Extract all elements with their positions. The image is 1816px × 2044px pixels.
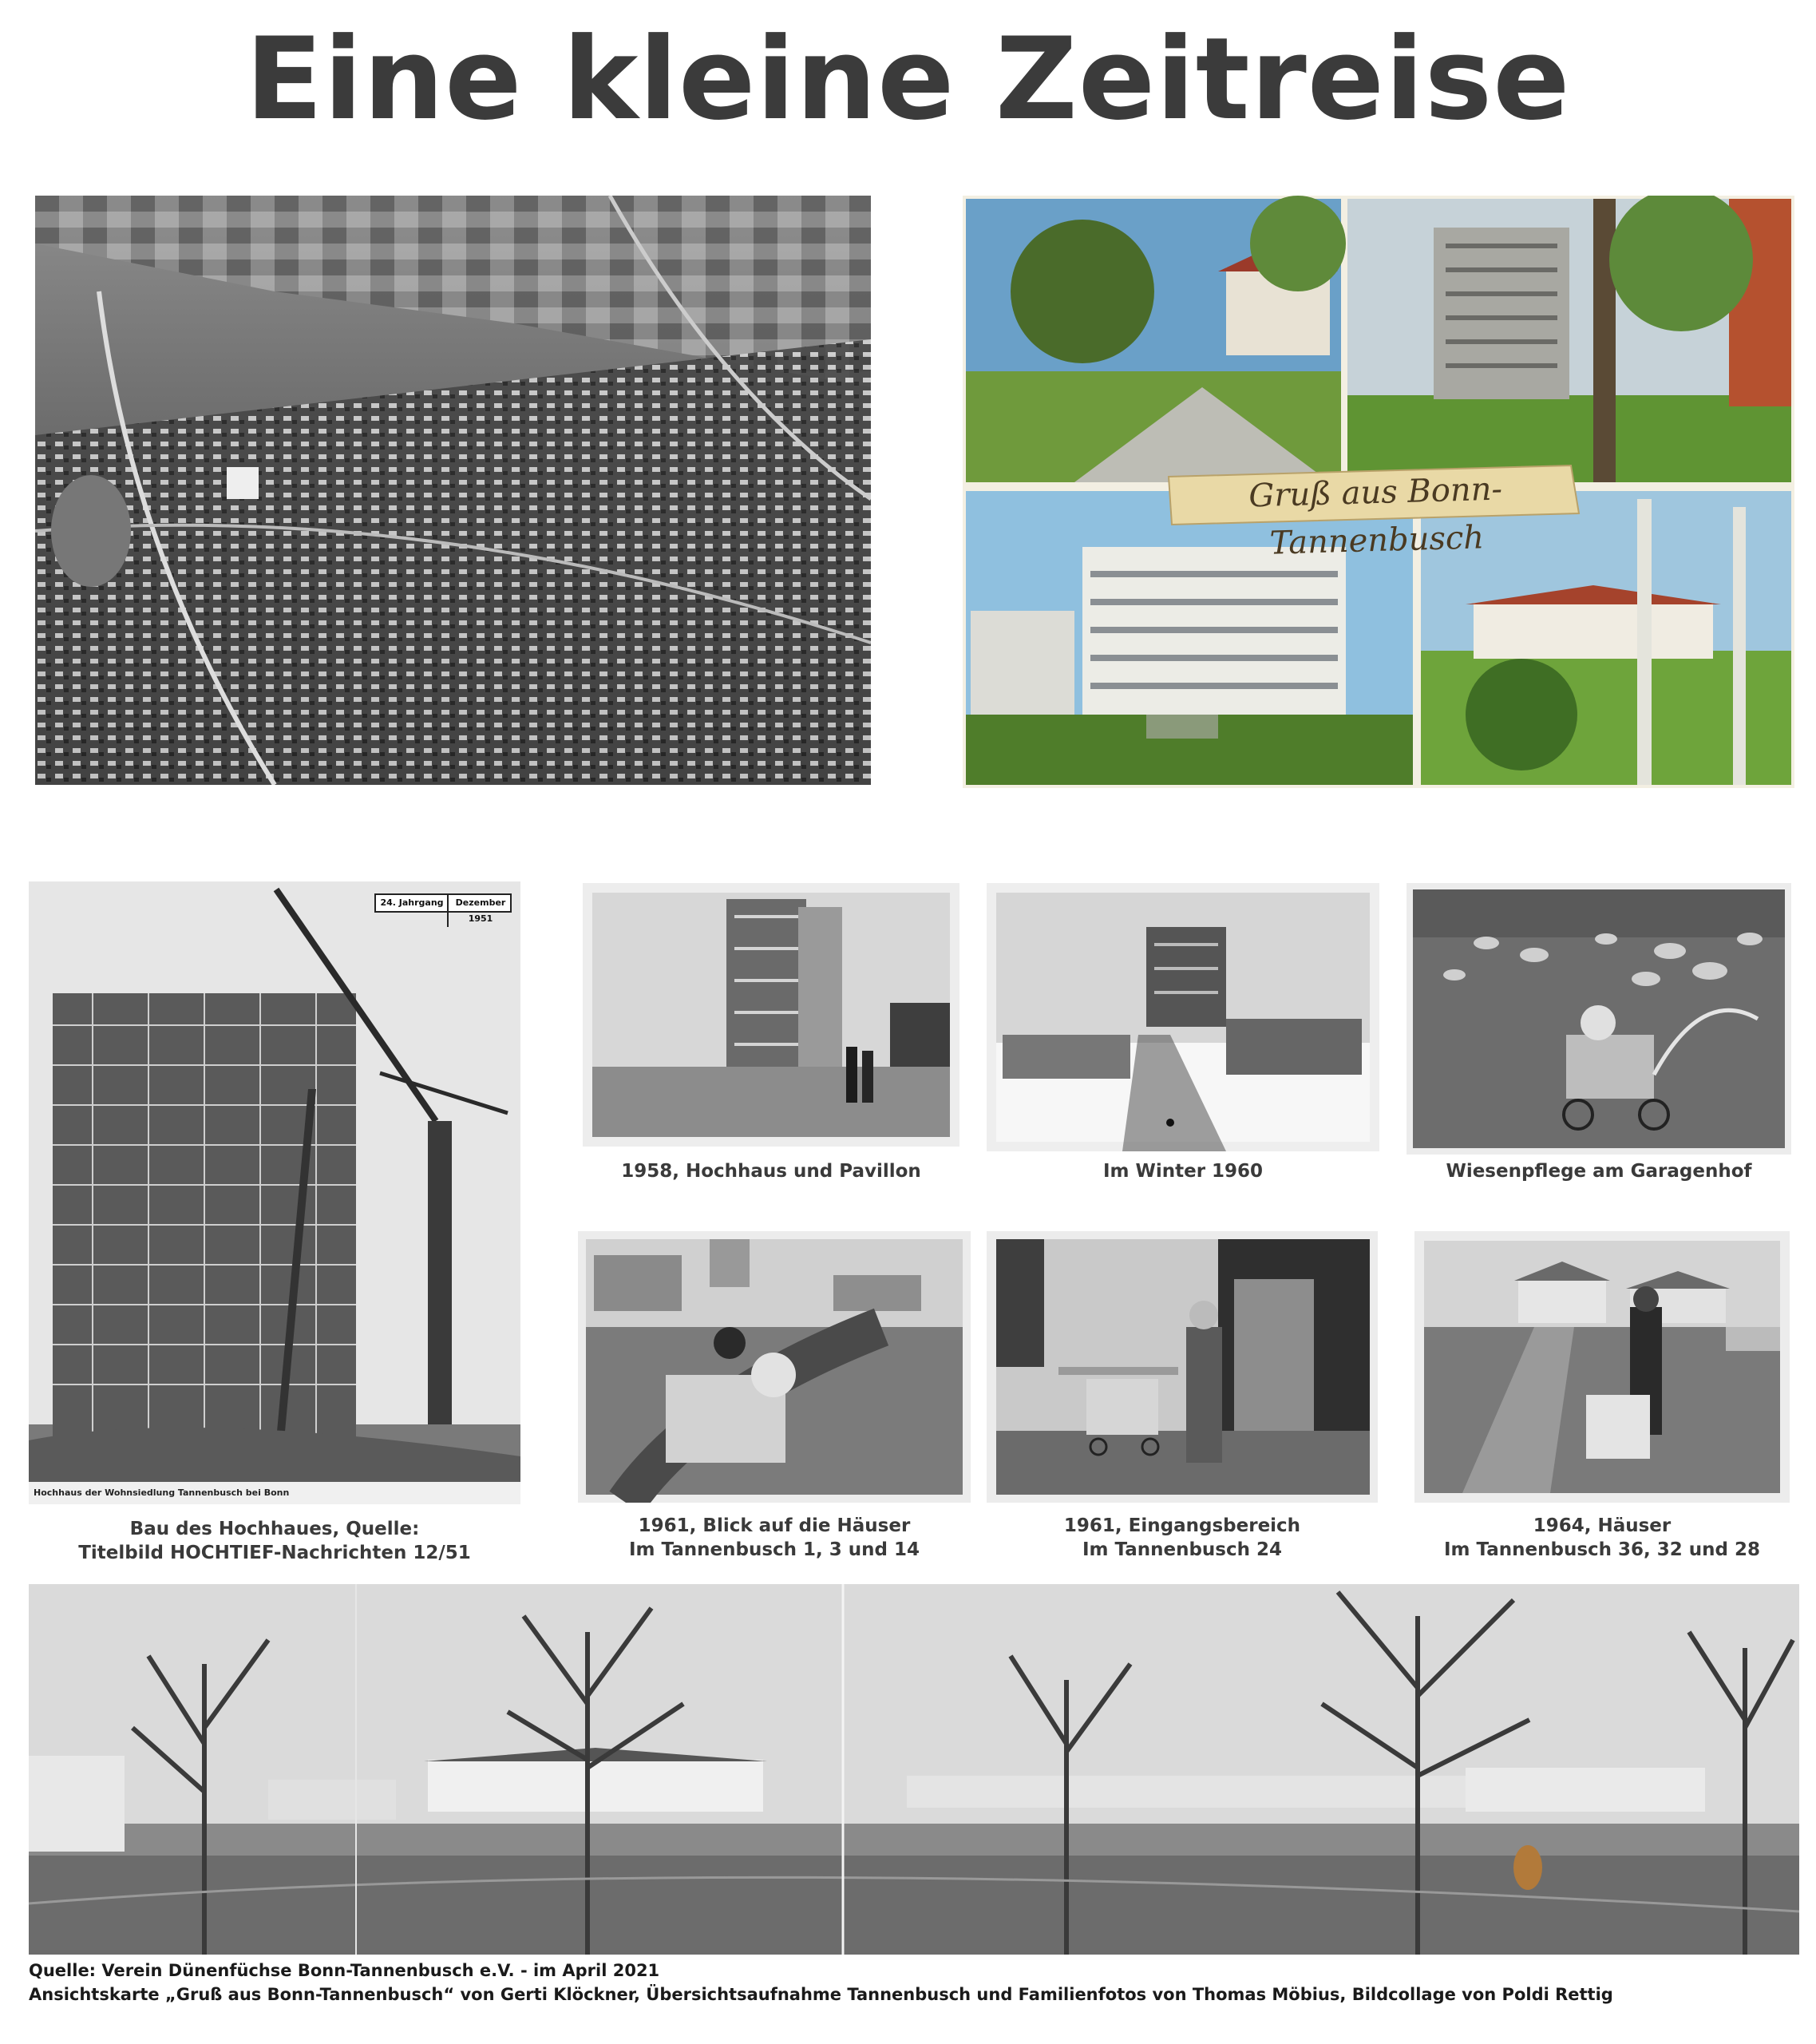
caption-wiesenpflege <box>1407 1159 1791 1183</box>
caption-1961-eingang <box>987 1514 1378 1562</box>
photo-1961-eingang <box>987 1231 1378 1503</box>
magazine-issue: 24. Jahrgang <box>380 897 444 908</box>
caption-line: 1961, Eingangsbereich <box>1063 1515 1301 1536</box>
hochhaus-construction-photo <box>29 881 520 1504</box>
caption-line: 1958, Hochhaus und Pavillon <box>621 1161 921 1182</box>
photo-wiesenpflege <box>1407 883 1791 1155</box>
caption-1958 <box>583 1159 959 1183</box>
caption-line: 1964, Häuser <box>1533 1515 1672 1536</box>
photo-1958-hochhaus <box>583 883 959 1147</box>
caption-winter <box>987 1159 1379 1183</box>
magazine-date: Dezember 1951 <box>447 895 512 927</box>
caption-line: Titelbild HOCHTIEF-Nachrichten 12/51 <box>78 1543 471 1563</box>
caption-line: Im Tannenbusch 24 <box>1082 1539 1283 1560</box>
caption-1964 <box>1414 1514 1790 1562</box>
caption-1961-blick <box>578 1514 971 1562</box>
caption-hochhaus-bau <box>29 1517 520 1565</box>
photo-1961-blick <box>578 1231 971 1503</box>
panorama-photo <box>29 1584 1799 1955</box>
photo-1964-haeuser <box>1414 1231 1790 1503</box>
caption-line: Im Tannenbusch 1, 3 und 14 <box>628 1539 920 1560</box>
aerial-photo <box>35 196 871 785</box>
caption-line: Bau des Hochhaues, Quelle: <box>129 1519 420 1539</box>
postcard-banner-text: Gruß aus Bonn-Tannenbusch <box>1248 470 1503 562</box>
magazine-footer: Hochhaus der Wohnsiedlung Tannenbusch bei Bonn <box>34 1487 290 1498</box>
caption-line: Wiesenpflege am Garagenhof <box>1446 1161 1752 1182</box>
source-line-2: Ansichtskarte „Gruß aus Bonn-Tannenbusch“ von Gerti Klöckner, Übersichtsaufnahme Tannenbusch und Familienfotos von Thomas Möbius, Bildcollage von Poldi Rettig <box>29 1985 1613 2004</box>
postcard-collage <box>963 196 1794 788</box>
caption-line: 1961, Blick auf die Häuser <box>638 1515 911 1536</box>
caption-line: Im Tannenbusch 36, 32 und 28 <box>1443 1539 1761 1560</box>
caption-line: Im Winter 1960 <box>1102 1161 1264 1182</box>
source-line-1: Quelle: Verein Dünenfüchse Bonn-Tannenbusch e.V. - im April 2021 <box>29 1961 660 1980</box>
page-title: Eine kleine Zeitreise <box>245 14 1571 145</box>
photo-winter-1960 <box>987 883 1379 1151</box>
